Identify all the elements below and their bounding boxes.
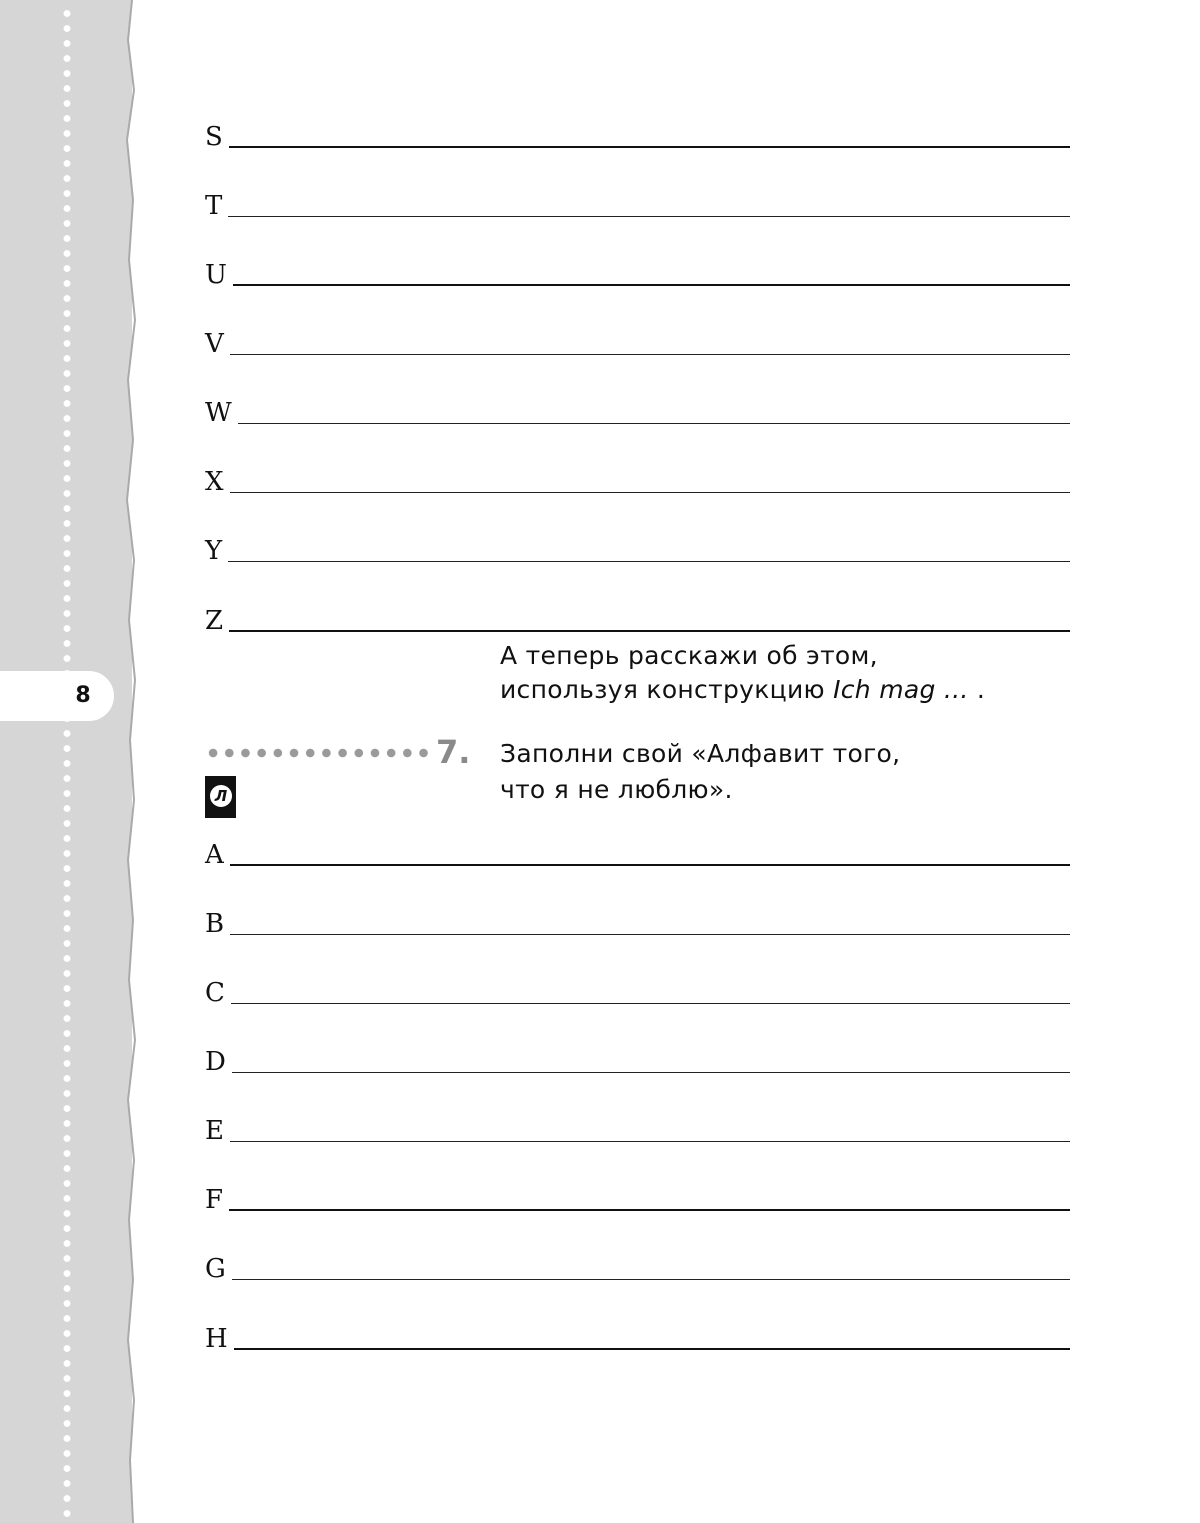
row-letter: Z [205, 606, 224, 636]
row-letter: D [205, 1047, 226, 1077]
row-letter: G [205, 1254, 226, 1284]
writing-line[interactable] [232, 1279, 1070, 1280]
writing-row-f [205, 1171, 1070, 1215]
instruction-line-2 [500, 672, 985, 708]
badge-letter: Л [210, 785, 232, 807]
writing-line[interactable] [230, 354, 1070, 355]
row-letter: C [205, 978, 225, 1008]
row-letter: W [205, 398, 232, 428]
writing-row-c [205, 964, 1070, 1008]
writing-row-d [205, 1033, 1070, 1077]
row-letter: U [205, 260, 227, 290]
writing-row-w [205, 384, 1070, 428]
row-letter: S [205, 122, 223, 152]
writing-row-h [205, 1310, 1070, 1354]
writing-line[interactable] [229, 630, 1070, 632]
writing-row-t [205, 177, 1070, 221]
row-letter: X [205, 467, 224, 497]
writing-line[interactable] [230, 1141, 1070, 1142]
writing-row-a [205, 826, 1070, 870]
torn-paper-edge [118, 0, 148, 1523]
exercise-line-1: Заполни свой «Алфавит того, [500, 739, 901, 768]
writing-row-v [205, 315, 1070, 359]
writing-line[interactable] [232, 1072, 1070, 1073]
writing-row-y [205, 522, 1070, 566]
writing-row-s [205, 108, 1070, 152]
writing-line[interactable] [230, 492, 1070, 493]
row-letter: H [205, 1324, 228, 1354]
writing-row-e [205, 1102, 1070, 1146]
writing-line[interactable] [228, 561, 1070, 562]
writing-line[interactable] [230, 934, 1070, 935]
row-letter: A [205, 840, 224, 870]
row-letter: Y [205, 536, 223, 566]
writing-row-u [205, 246, 1070, 290]
writing-line[interactable] [238, 423, 1070, 424]
writing-line[interactable] [229, 146, 1070, 148]
writing-line[interactable] [231, 1003, 1070, 1004]
writing-row-x [205, 453, 1070, 497]
personal-task-badge [205, 776, 236, 818]
writing-row-b [205, 895, 1070, 939]
page-number: 8 [75, 683, 91, 708]
binder-dots [63, 6, 71, 1523]
writing-line[interactable] [230, 864, 1070, 866]
instruction-suffix: . [968, 675, 986, 704]
row-letter: T [205, 191, 223, 221]
instruction-line-1: А теперь расскажи об этом, [500, 641, 878, 670]
instruction-prefix: используя конструкцию [500, 675, 834, 704]
writing-line[interactable] [234, 1348, 1070, 1350]
row-letter: B [205, 909, 225, 939]
instruction-german-phrase: Ich mag ... [833, 675, 969, 704]
writing-row-g [205, 1240, 1070, 1284]
writing-line[interactable] [228, 216, 1070, 217]
writing-line[interactable] [233, 284, 1070, 286]
writing-row-z [205, 592, 1070, 636]
row-letter: F [205, 1185, 224, 1215]
exercise-line-2: что я не люблю». [500, 775, 733, 804]
exercise-dots [205, 748, 430, 758]
row-letter: V [205, 329, 224, 359]
writing-line[interactable] [229, 1209, 1070, 1211]
exercise-number: 7. [436, 733, 471, 771]
row-letter: E [205, 1116, 224, 1146]
